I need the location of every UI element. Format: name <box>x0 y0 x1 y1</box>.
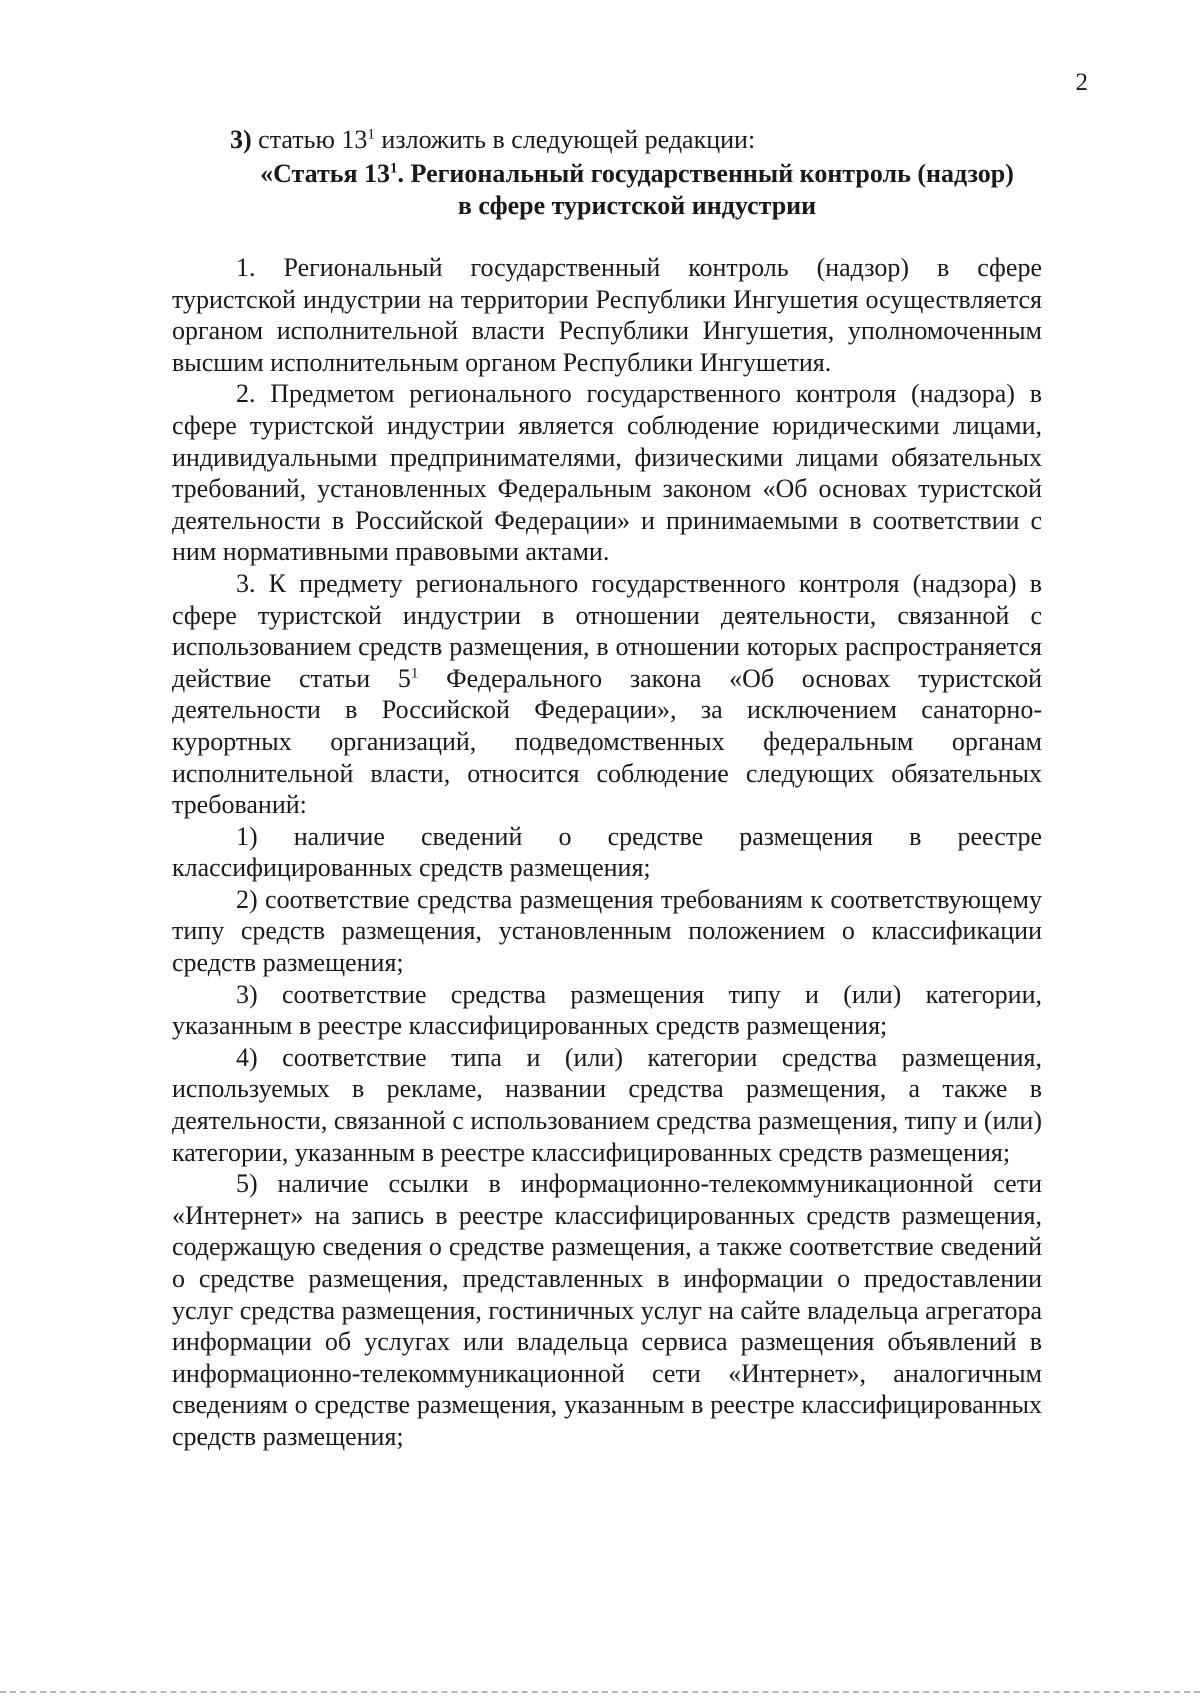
list-item-1: 1) наличие сведений о средстве размещения в реестре классифицированных средств размещения; <box>172 821 1042 883</box>
paragraph-2: 2. Предметом регионального государственного контроля (надзора) в сфере туристской индустрии является соблюдение юридическими лицами, индивидуальными предпринимателями, физическими лицами обязательных требований, установленных Федеральным законом «Об основах туристской деятельности в Российской Федерации» и принимаемыми в соответствии с ним нормативными правовыми актами. <box>172 379 1042 567</box>
amendment-superscript: 1 <box>367 126 375 143</box>
article-heading-prefix: «Статья 13 <box>260 159 391 188</box>
article-heading-suffix: . Региональный государственный контроль (надзор) <box>397 159 1014 188</box>
amendment-intro <box>172 124 1042 156</box>
amendment-text-after: изложить в следующей редакции: <box>374 125 756 154</box>
list-item-3: 3) соответствие средства размещения типу и (или) категории, указанным в реестре классифицированных средств размещения; <box>172 979 1042 1041</box>
amendment-text-before: статью 13 <box>258 125 368 154</box>
paragraph-3-before: 3. К предмету регионального государственного контроля (надзора) в сфере туристской индустрии в отношении деятельности, связанной с использованием средств размещения, в отношении которых распространяется действие статьи 5 <box>172 568 1042 693</box>
list-item-2: 2) соответствие средства размещения требованиям к соответствующему типу средств размещения, установленным положением о классификации средств размещения; <box>172 884 1042 978</box>
page-number: 2 <box>1075 69 1088 96</box>
paragraph-3-after: Федерального закона «Об основах туристской деятельности в Российской Федерации», за исключением санаторно-курортных организаций, подведомственных федеральным органам исполнительной власти, относится соблюдение следующих обязательных требований: <box>172 663 1042 820</box>
article-heading-line-2: в сфере туристской индустрии <box>457 191 817 220</box>
list-item-4: 4) соответствие типа и (или) категории средства размещения, используемых в рекламе, названии средства размещения, а также в деятельности, связанной с использованием средства размещения, типу и (или) категории, указанным в реестре классифицированных средств размещения; <box>172 1042 1042 1167</box>
paragraph-1: 1. Региональный государственный контроль (надзор) в сфере туристской индустрии на территории Республики Ингушетия осуществляется органом исполнительной власти Республики Ингушетия, уполномоченным высшим исполнительным органом Республики Ингушетия. <box>172 253 1042 377</box>
list-item-5: 5) наличие ссылки в информационно-телекоммуникационной сети «Интернет» на запись в реестре классифицированных средств размещения, содержащую сведения о средстве размещения, а также соответствие сведений о средстве размещения, представленных в информации о предоставлении услуг средства размещения, гостиничных услуг на сайте владельца агрегатора информации об услугах или владельца сервиса размещения объявлений в информационно-телекоммуникационной сети «Интернет», аналогичным сведениям о средстве размещения, указанным в реестре классифицированных средств размещения; <box>172 1169 1042 1451</box>
article-heading <box>172 158 1042 222</box>
paragraph-3 <box>172 568 1042 821</box>
article-heading-line-1 <box>232 158 1042 190</box>
amendment-number: 3) <box>230 125 252 154</box>
scan-edge-line <box>0 1691 1200 1695</box>
document-body <box>172 0 1042 1453</box>
paragraph-3-superscript: 1 <box>410 665 419 682</box>
article-heading-superscript: 1 <box>390 160 398 177</box>
